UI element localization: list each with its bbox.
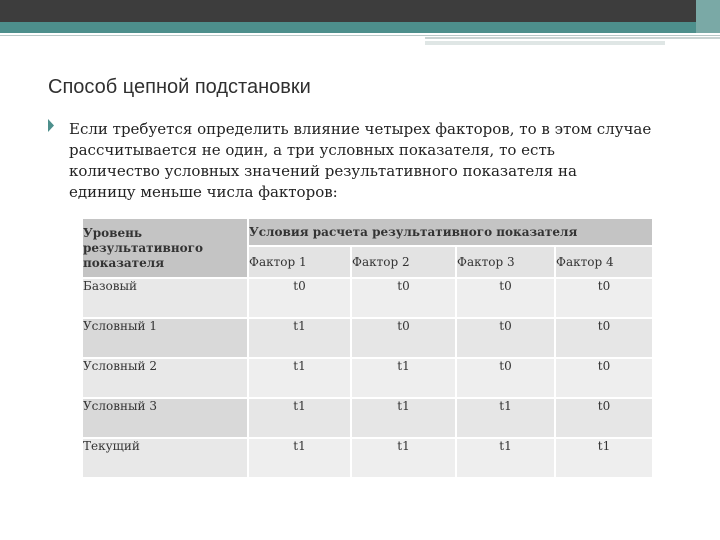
header-accent-bar — [425, 41, 665, 45]
table-header-row — [82, 218, 653, 246]
paragraph-line: единицу меньше числа факторов: — [69, 183, 338, 201]
slide-title: Способ цепной подстановки — [48, 76, 311, 98]
table-cell: t0 — [456, 318, 555, 358]
bullet-icon — [48, 119, 54, 132]
row-label: Базовый — [82, 278, 248, 318]
table-cell: t1 — [248, 318, 351, 358]
table-row — [82, 318, 653, 358]
table-cell: t1 — [456, 398, 555, 438]
table-cell: t1 — [351, 358, 456, 398]
row-label: Текущий — [82, 438, 248, 478]
table-cell: t1 — [248, 398, 351, 438]
table-cell: t0 — [555, 358, 653, 398]
table-row — [82, 438, 653, 478]
row-label: Условный 1 — [82, 318, 248, 358]
paragraph-line: Если требуется определить влияние четырех факторов, то в этом случае — [69, 120, 652, 138]
row-label: Условный 3 — [82, 398, 248, 438]
chain-substitution-table — [81, 217, 654, 479]
table-row — [82, 398, 653, 438]
table-cell: t0 — [555, 398, 653, 438]
table-cell: t1 — [555, 438, 653, 478]
top-right-block — [696, 0, 720, 33]
header-factor-3: Фактор 3 — [456, 246, 555, 278]
table-cell: t1 — [248, 358, 351, 398]
slide-paragraph — [55, 119, 665, 203]
table-cell: t0 — [248, 278, 351, 318]
table-cell: t1 — [351, 398, 456, 438]
row-label: Условный 2 — [82, 358, 248, 398]
top-decor-band — [0, 0, 720, 22]
table-cell: t1 — [456, 438, 555, 478]
top-teal-stripe — [0, 22, 720, 33]
table-cell: t0 — [555, 278, 653, 318]
table-cell: t1 — [351, 438, 456, 478]
header-factor-1: Фактор 1 — [248, 246, 351, 278]
header-factor-2: Фактор 2 — [351, 246, 456, 278]
header-accent-line — [425, 37, 720, 39]
table-row — [82, 278, 653, 318]
paragraph-line: рассчитывается не один, а три условных показателя, то есть — [69, 141, 555, 159]
paragraph-line: количество условных значений результативного показателя на — [69, 162, 577, 180]
header-divider — [0, 35, 720, 36]
table-cell: t0 — [555, 318, 653, 358]
table-cell: t0 — [351, 318, 456, 358]
table-cell: t0 — [456, 358, 555, 398]
header-conditions: Условия расчета результативного показателя — [248, 218, 653, 246]
table-cell: t0 — [351, 278, 456, 318]
header-factor-4: Фактор 4 — [555, 246, 653, 278]
table-row — [82, 358, 653, 398]
table-cell: t1 — [248, 438, 351, 478]
table-cell: t0 — [456, 278, 555, 318]
header-level: Уровень результативного показателя — [82, 218, 248, 278]
